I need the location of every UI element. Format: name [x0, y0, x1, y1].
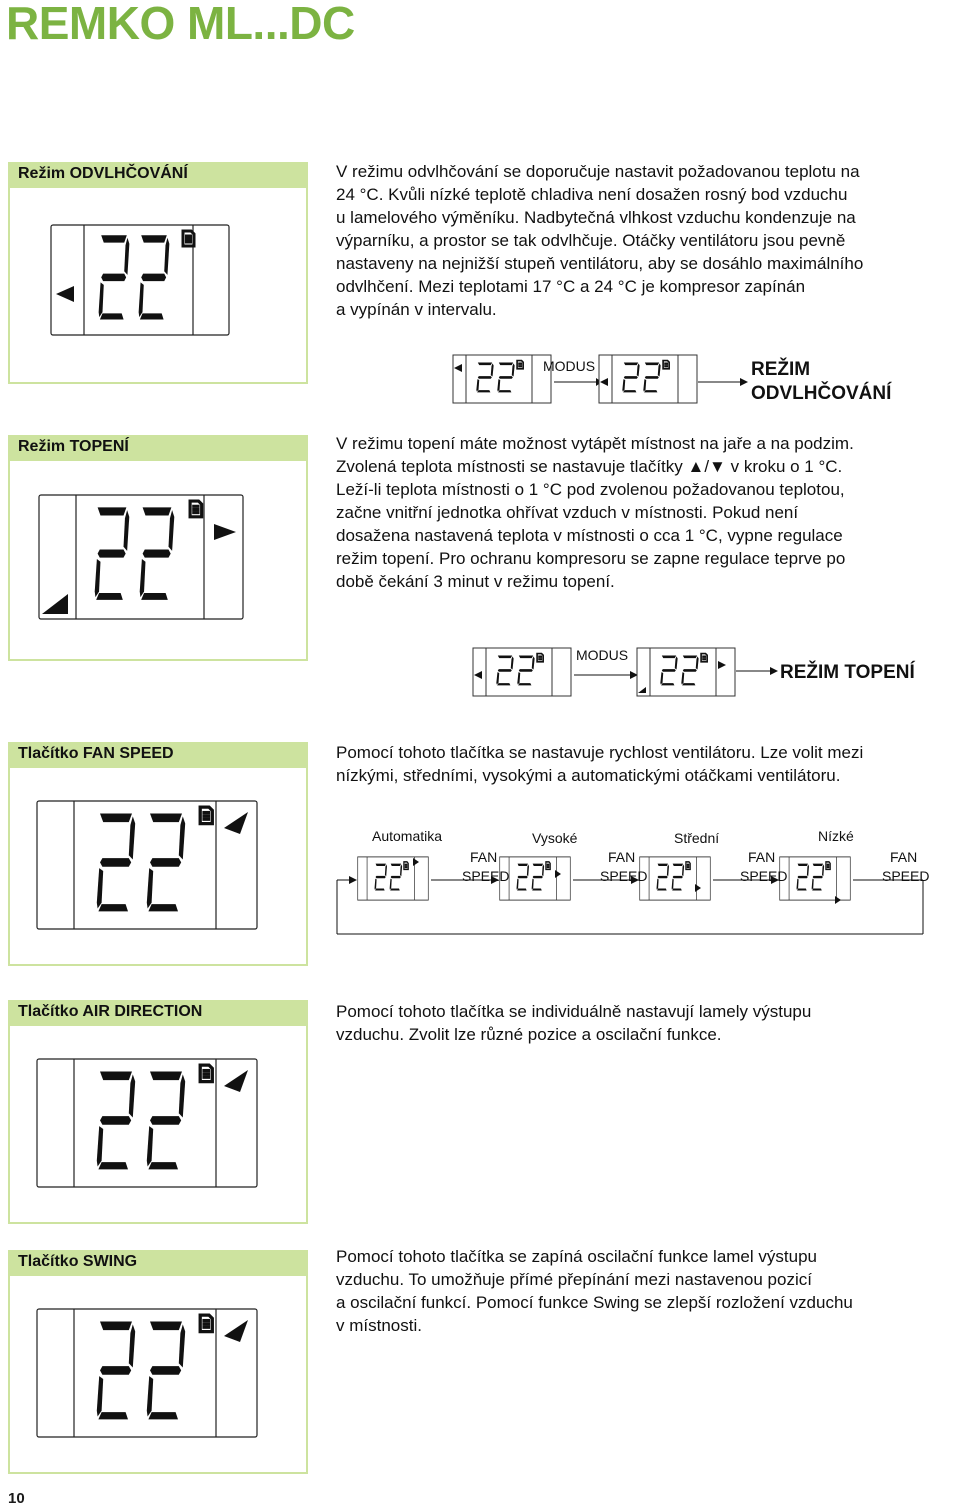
topeni-lcd-display [38, 494, 244, 620]
odvlhceni-heading: Režim ODVLHČOVÁNÍ [8, 162, 308, 188]
fan-level-low: Nízké [818, 828, 854, 844]
fan-speed-label-1: FAN SPEED [462, 849, 510, 884]
odvlhceni-modus-label: MODUS [543, 358, 596, 374]
fan-speed-lcd-display [36, 800, 258, 930]
odvlhceni-result-line2: ODVLHČOVÁNÍ [751, 383, 892, 404]
odvlhceni-result-line1: REŽIM [751, 359, 811, 380]
topeni-modus-label: MODUS [576, 647, 629, 663]
page-title: REMKO ML...DC [6, 0, 355, 49]
fan-speed-label-2: FAN SPEED [600, 849, 648, 884]
page-number: 10 [8, 1490, 25, 1507]
air-direction-lcd-display [36, 1058, 258, 1188]
fan-level-medium: Střední [674, 830, 720, 846]
swing-lcd-display [36, 1308, 258, 1438]
topeni-paragraph: V režimu topení máte možnost vytápět místnost na jaře a na podzim. Zvolená teplota místnosti se nastavuje tlačítky ▲/▼ v kroku o 1 °C. Leží-li teplota místnosti o 1 °C pod zvolenou požadovanou teplotou, začne vnitřní jednotka ohřívat vzduch v místnosti. Pokud není dosažena nastavená teplota v místnosti o cca 1 °C, vypne regulace režim topení. Pro ochranu kompresoru se zapne regulace teprve po době čekání 3 minut v režimu topení. [336, 434, 854, 591]
topeni-result: REŽIM TOPENÍ [780, 662, 915, 683]
fan-level-high: Vysoké [532, 830, 578, 846]
swing-paragraph: Pomocí tohoto tlačítka se zapíná oscilační funkce lamel výstupu vzduchu. To umožňuje přímé přepínání mezi nastavenou pozicí a oscilační funkcí. Pomocí funkce Swing se zlepší rozložení vzduchu v místnosti. [336, 1247, 853, 1335]
fan-speed-label-3: FAN SPEED [740, 849, 788, 884]
odvlhceni-paragraph: V režimu odvlhčování se doporučuje nastavit požadovanou teplotu na 24 °C. Kvůli nízké teplotě chladiva není dosažen rosný bod vzduchu u lamelového výměníku. Nadbytečná vlhkost vzduchu kondenzuje na výparníku, a prostor se tak odvlhčuje. Otáčky ventilátoru jsou pevně nastaveny na nejnižší stupeň ventilátoru, aby se dosáhlo maximálního odvlhčení. Mezi teplotami 17 °C a 24 °C je kompresor zapínán a vypínán v intervalu. [336, 162, 864, 319]
fan-speed-label-4: FAN SPEED [882, 849, 930, 884]
swing-heading: Tlačítko SWING [8, 1250, 308, 1276]
odvlhceni-mode-sequence [450, 352, 750, 407]
fan-speed-paragraph: Pomocí tohoto tlačítka se nastavuje rychlost ventilátoru. Lze volit mezi nízkými, středními, vysokými a automatickými otáčkami ventilátoru. [336, 743, 864, 785]
fan-speed-heading: Tlačítko FAN SPEED [8, 742, 308, 768]
topeni-heading: Režim TOPENÍ [8, 435, 308, 461]
fan-level-auto: Automatika [372, 828, 443, 844]
air-direction-heading: Tlačítko AIR DIRECTION [8, 1000, 308, 1026]
odvlhceni-lcd-display [50, 224, 230, 336]
air-direction-paragraph: Pomocí tohoto tlačítka se individuálně nastavují lamely výstupu vzduchu. Zvolit lze různé pozice a oscilační funkce. [336, 1002, 812, 1044]
